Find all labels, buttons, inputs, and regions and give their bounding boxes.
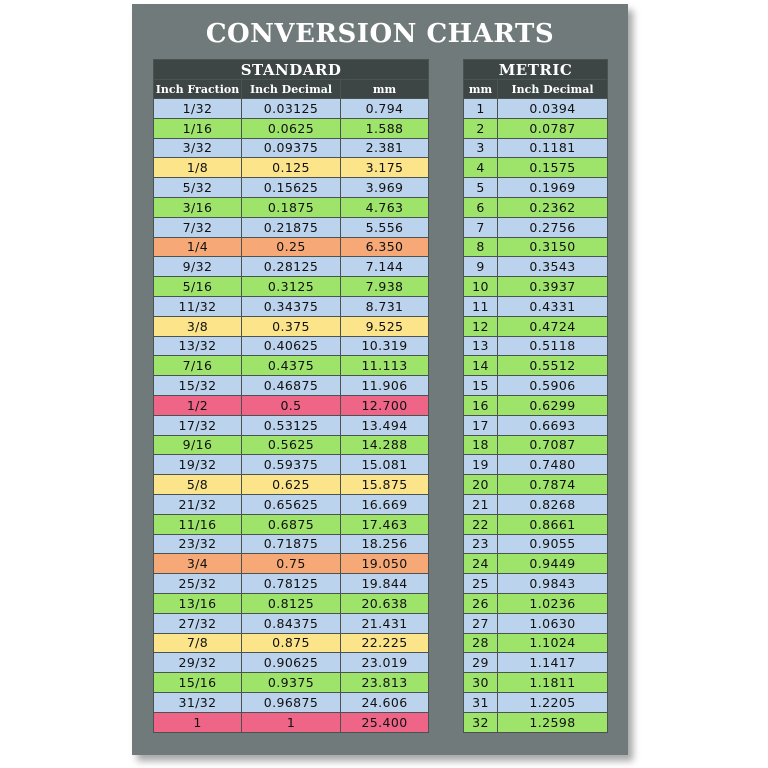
inch-decimal-cell: 0.125 <box>242 158 341 178</box>
table-row <box>154 455 429 475</box>
inch-fraction-cell: 3/4 <box>154 554 242 574</box>
metric-inch-decimal-cell: 0.8268 <box>498 494 608 514</box>
table-row <box>464 514 608 534</box>
mm-cell: 18.256 <box>341 534 429 554</box>
metric-inch-decimal-cell: 1.1417 <box>498 653 608 673</box>
mm-cell: 19.050 <box>341 554 429 574</box>
mm-cell: 7.938 <box>341 277 429 297</box>
table-row <box>154 118 429 138</box>
inch-fraction-cell: 1/32 <box>154 99 242 119</box>
table-row <box>464 475 608 495</box>
inch-decimal-cell: 0.09375 <box>242 138 341 158</box>
mm-cell: 4.763 <box>341 197 429 217</box>
metric-mm-cell: 11 <box>464 296 498 316</box>
inch-decimal-cell: 0.5 <box>242 395 341 415</box>
metric-mm-cell: 4 <box>464 158 498 178</box>
metric-mm-cell: 32 <box>464 712 498 732</box>
inch-decimal-cell: 0.28125 <box>242 257 341 277</box>
inch-fraction-cell: 11/32 <box>154 296 242 316</box>
inch-decimal-cell: 0.9375 <box>242 673 341 693</box>
mm-cell: 2.381 <box>341 138 429 158</box>
inch-decimal-cell: 0.25 <box>242 237 341 257</box>
table-row <box>464 138 608 158</box>
inch-decimal-cell: 1 <box>242 712 341 732</box>
table-row <box>154 217 429 237</box>
inch-fraction-cell: 5/8 <box>154 475 242 495</box>
metric-inch-decimal-cell: 0.4724 <box>498 316 608 336</box>
table-row <box>464 494 608 514</box>
table-row <box>464 158 608 178</box>
inch-fraction-cell: 1/2 <box>154 395 242 415</box>
metric-inch-decimal-cell: 0.5906 <box>498 376 608 396</box>
metric-mm-cell: 22 <box>464 514 498 534</box>
inch-fraction-cell: 9/16 <box>154 435 242 455</box>
table-row <box>464 118 608 138</box>
metric-mm-cell: 17 <box>464 415 498 435</box>
metric-mm-cell: 5 <box>464 178 498 198</box>
metric-mm-cell: 26 <box>464 593 498 613</box>
inch-fraction-cell: 13/32 <box>154 336 242 356</box>
inch-fraction-cell: 1 <box>154 712 242 732</box>
metric-inch-decimal-cell: 0.5118 <box>498 336 608 356</box>
table-row <box>464 613 608 633</box>
table-row <box>464 99 608 119</box>
metric-mm-cell: 3 <box>464 138 498 158</box>
inch-decimal-cell: 0.5625 <box>242 435 341 455</box>
inch-fraction-cell: 19/32 <box>154 455 242 475</box>
inch-fraction-cell: 21/32 <box>154 494 242 514</box>
inch-decimal-cell: 0.34375 <box>242 296 341 316</box>
table-row <box>154 178 429 198</box>
mm-cell: 11.906 <box>341 376 429 396</box>
table-row <box>154 237 429 257</box>
table-row <box>154 296 429 316</box>
mm-cell: 3.175 <box>341 158 429 178</box>
table-row <box>464 257 608 277</box>
inch-fraction-cell: 1/8 <box>154 158 242 178</box>
metric-mm-cell: 31 <box>464 692 498 712</box>
mm-cell: 8.731 <box>341 296 429 316</box>
inch-fraction-cell: 7/16 <box>154 356 242 376</box>
metric-inch-decimal-cell: 0.9843 <box>498 574 608 594</box>
table-row <box>154 653 429 673</box>
mm-cell: 24.606 <box>341 692 429 712</box>
table-row <box>464 554 608 574</box>
metric-inch-decimal-cell: 0.7480 <box>498 455 608 475</box>
mm-cell: 6.350 <box>341 237 429 257</box>
metric-inch-decimal-cell: 0.3543 <box>498 257 608 277</box>
mm-cell: 0.794 <box>341 99 429 119</box>
table-row <box>154 99 429 119</box>
inch-decimal-cell: 0.71875 <box>242 534 341 554</box>
metric-mm-cell: 28 <box>464 633 498 653</box>
metric-mm-cell: 16 <box>464 395 498 415</box>
mm-cell: 16.669 <box>341 494 429 514</box>
table-row <box>154 514 429 534</box>
metric-inch-decimal-cell: 1.0630 <box>498 613 608 633</box>
column-header-inch-fraction: Inch Fraction <box>154 80 242 99</box>
table-row <box>464 455 608 475</box>
inch-decimal-cell: 0.21875 <box>242 217 341 237</box>
inch-fraction-cell: 27/32 <box>154 613 242 633</box>
column-header-metric-mm: mm <box>464 80 498 99</box>
table-row <box>154 633 429 653</box>
table-row <box>464 277 608 297</box>
table-row <box>464 178 608 198</box>
mm-cell: 11.113 <box>341 356 429 376</box>
metric-mm-cell: 30 <box>464 673 498 693</box>
table-row <box>464 435 608 455</box>
inch-fraction-cell: 25/32 <box>154 574 242 594</box>
table-row <box>464 336 608 356</box>
standard-table <box>153 59 429 733</box>
table-row <box>154 197 429 217</box>
metric-mm-cell: 2 <box>464 118 498 138</box>
metric-mm-cell: 10 <box>464 277 498 297</box>
metric-mm-cell: 8 <box>464 237 498 257</box>
inch-decimal-cell: 0.78125 <box>242 574 341 594</box>
inch-fraction-cell: 29/32 <box>154 653 242 673</box>
inch-decimal-cell: 0.40625 <box>242 336 341 356</box>
metric-inch-decimal-cell: 1.1024 <box>498 633 608 653</box>
table-row <box>154 257 429 277</box>
table-row <box>154 692 429 712</box>
inch-fraction-cell: 31/32 <box>154 692 242 712</box>
metric-mm-cell: 21 <box>464 494 498 514</box>
inch-fraction-cell: 15/16 <box>154 673 242 693</box>
metric-inch-decimal-cell: 1.0236 <box>498 593 608 613</box>
mm-cell: 15.875 <box>341 475 429 495</box>
inch-fraction-cell: 3/16 <box>154 197 242 217</box>
metric-table-body <box>464 99 608 733</box>
table-row <box>464 574 608 594</box>
mm-cell: 5.556 <box>341 217 429 237</box>
inch-decimal-cell: 0.46875 <box>242 376 341 396</box>
metric-table <box>463 59 608 733</box>
inch-fraction-cell: 5/16 <box>154 277 242 297</box>
metric-mm-cell: 24 <box>464 554 498 574</box>
metric-inch-decimal-cell: 0.6693 <box>498 415 608 435</box>
table-row <box>464 395 608 415</box>
table-row <box>464 653 608 673</box>
mm-cell: 13.494 <box>341 415 429 435</box>
mm-cell: 3.969 <box>341 178 429 198</box>
metric-mm-cell: 23 <box>464 534 498 554</box>
column-header-metric-inch-decimal: Inch Decimal <box>498 80 608 99</box>
table-row <box>464 673 608 693</box>
table-row <box>464 415 608 435</box>
standard-heading: STANDARD <box>154 60 429 80</box>
mm-cell: 14.288 <box>341 435 429 455</box>
mm-cell: 15.081 <box>341 455 429 475</box>
table-row <box>154 613 429 633</box>
table-row <box>154 316 429 336</box>
page-title: CONVERSION CHARTS <box>205 19 555 49</box>
metric-inch-decimal-cell: 1.2598 <box>498 712 608 732</box>
metric-inch-decimal-cell: 0.7874 <box>498 475 608 495</box>
metric-inch-decimal-cell: 0.9055 <box>498 534 608 554</box>
inch-fraction-cell: 1/16 <box>154 118 242 138</box>
table-row <box>154 673 429 693</box>
inch-fraction-cell: 7/8 <box>154 633 242 653</box>
table-row <box>464 197 608 217</box>
table-row <box>464 376 608 396</box>
inch-decimal-cell: 0.8125 <box>242 593 341 613</box>
metric-mm-cell: 14 <box>464 356 498 376</box>
table-row <box>464 217 608 237</box>
table-row <box>464 316 608 336</box>
table-row <box>154 593 429 613</box>
inch-decimal-cell: 0.4375 <box>242 356 341 376</box>
mm-cell: 9.525 <box>341 316 429 336</box>
metric-inch-decimal-cell: 0.2362 <box>498 197 608 217</box>
metric-heading: METRIC <box>464 60 608 80</box>
metric-mm-cell: 29 <box>464 653 498 673</box>
column-header-mm: mm <box>341 80 429 99</box>
inch-fraction-cell: 17/32 <box>154 415 242 435</box>
metric-mm-cell: 15 <box>464 376 498 396</box>
table-row <box>154 336 429 356</box>
metric-inch-decimal-cell: 0.5512 <box>498 356 608 376</box>
metric-mm-cell: 13 <box>464 336 498 356</box>
mm-cell: 23.019 <box>341 653 429 673</box>
metric-mm-cell: 27 <box>464 613 498 633</box>
metric-inch-decimal-cell: 0.3937 <box>498 277 608 297</box>
inch-fraction-cell: 23/32 <box>154 534 242 554</box>
table-row <box>464 593 608 613</box>
metric-inch-decimal-cell: 0.0394 <box>498 99 608 119</box>
table-row <box>154 415 429 435</box>
metric-mm-cell: 9 <box>464 257 498 277</box>
table-row <box>154 712 429 732</box>
mm-cell: 1.588 <box>341 118 429 138</box>
metric-mm-cell: 7 <box>464 217 498 237</box>
table-row <box>154 376 429 396</box>
table-row <box>464 712 608 732</box>
inch-fraction-cell: 7/32 <box>154 217 242 237</box>
metric-inch-decimal-cell: 0.8661 <box>498 514 608 534</box>
inch-fraction-cell: 5/32 <box>154 178 242 198</box>
inch-decimal-cell: 0.59375 <box>242 455 341 475</box>
column-header-inch-decimal: Inch Decimal <box>242 80 341 99</box>
table-row <box>464 534 608 554</box>
table-row <box>464 692 608 712</box>
inch-decimal-cell: 0.75 <box>242 554 341 574</box>
mm-cell: 21.431 <box>341 613 429 633</box>
metric-inch-decimal-cell: 0.1181 <box>498 138 608 158</box>
table-row <box>154 534 429 554</box>
inch-decimal-cell: 0.875 <box>242 633 341 653</box>
metric-inch-decimal-cell: 0.1969 <box>498 178 608 198</box>
metric-mm-cell: 6 <box>464 197 498 217</box>
table-row <box>154 475 429 495</box>
inch-fraction-cell: 9/32 <box>154 257 242 277</box>
mm-cell: 10.319 <box>341 336 429 356</box>
table-row <box>154 494 429 514</box>
inch-decimal-cell: 0.6875 <box>242 514 341 534</box>
mm-cell: 7.144 <box>341 257 429 277</box>
table-row <box>154 574 429 594</box>
mm-cell: 12.700 <box>341 395 429 415</box>
metric-inch-decimal-cell: 0.7087 <box>498 435 608 455</box>
inch-fraction-cell: 3/32 <box>154 138 242 158</box>
inch-decimal-cell: 0.1875 <box>242 197 341 217</box>
metric-mm-cell: 18 <box>464 435 498 455</box>
mm-cell: 17.463 <box>341 514 429 534</box>
metric-inch-decimal-cell: 0.2756 <box>498 217 608 237</box>
metric-mm-cell: 19 <box>464 455 498 475</box>
inch-decimal-cell: 0.625 <box>242 475 341 495</box>
table-row <box>154 356 429 376</box>
inch-decimal-cell: 0.03125 <box>242 99 341 119</box>
inch-decimal-cell: 0.90625 <box>242 653 341 673</box>
inch-fraction-cell: 3/8 <box>154 316 242 336</box>
metric-inch-decimal-cell: 0.9449 <box>498 554 608 574</box>
metric-inch-decimal-cell: 0.6299 <box>498 395 608 415</box>
mm-cell: 19.844 <box>341 574 429 594</box>
table-row <box>154 554 429 574</box>
metric-mm-cell: 20 <box>464 475 498 495</box>
metric-inch-decimal-cell: 0.3150 <box>498 237 608 257</box>
inch-fraction-cell: 11/16 <box>154 514 242 534</box>
inch-fraction-cell: 15/32 <box>154 376 242 396</box>
inch-decimal-cell: 0.15625 <box>242 178 341 198</box>
table-row <box>464 633 608 653</box>
metric-inch-decimal-cell: 0.0787 <box>498 118 608 138</box>
metric-inch-decimal-cell: 0.4331 <box>498 296 608 316</box>
mm-cell: 23.813 <box>341 673 429 693</box>
table-row <box>464 356 608 376</box>
mm-cell: 20.638 <box>341 593 429 613</box>
inch-decimal-cell: 0.96875 <box>242 692 341 712</box>
mm-cell: 22.225 <box>341 633 429 653</box>
mm-cell: 25.400 <box>341 712 429 732</box>
inch-decimal-cell: 0.3125 <box>242 277 341 297</box>
metric-inch-decimal-cell: 0.1575 <box>498 158 608 178</box>
table-row <box>154 435 429 455</box>
table-row <box>154 277 429 297</box>
inch-fraction-cell: 13/16 <box>154 593 242 613</box>
metric-inch-decimal-cell: 1.2205 <box>498 692 608 712</box>
inch-fraction-cell: 1/4 <box>154 237 242 257</box>
table-row <box>154 138 429 158</box>
metric-mm-cell: 25 <box>464 574 498 594</box>
inch-decimal-cell: 0.0625 <box>242 118 341 138</box>
inch-decimal-cell: 0.65625 <box>242 494 341 514</box>
table-row <box>464 237 608 257</box>
table-row <box>464 296 608 316</box>
metric-inch-decimal-cell: 1.1811 <box>498 673 608 693</box>
metric-mm-cell: 12 <box>464 316 498 336</box>
inch-decimal-cell: 0.84375 <box>242 613 341 633</box>
table-row <box>154 395 429 415</box>
table-row <box>154 158 429 178</box>
standard-table-body <box>154 99 429 733</box>
inch-decimal-cell: 0.375 <box>242 316 341 336</box>
metric-mm-cell: 1 <box>464 99 498 119</box>
inch-decimal-cell: 0.53125 <box>242 415 341 435</box>
